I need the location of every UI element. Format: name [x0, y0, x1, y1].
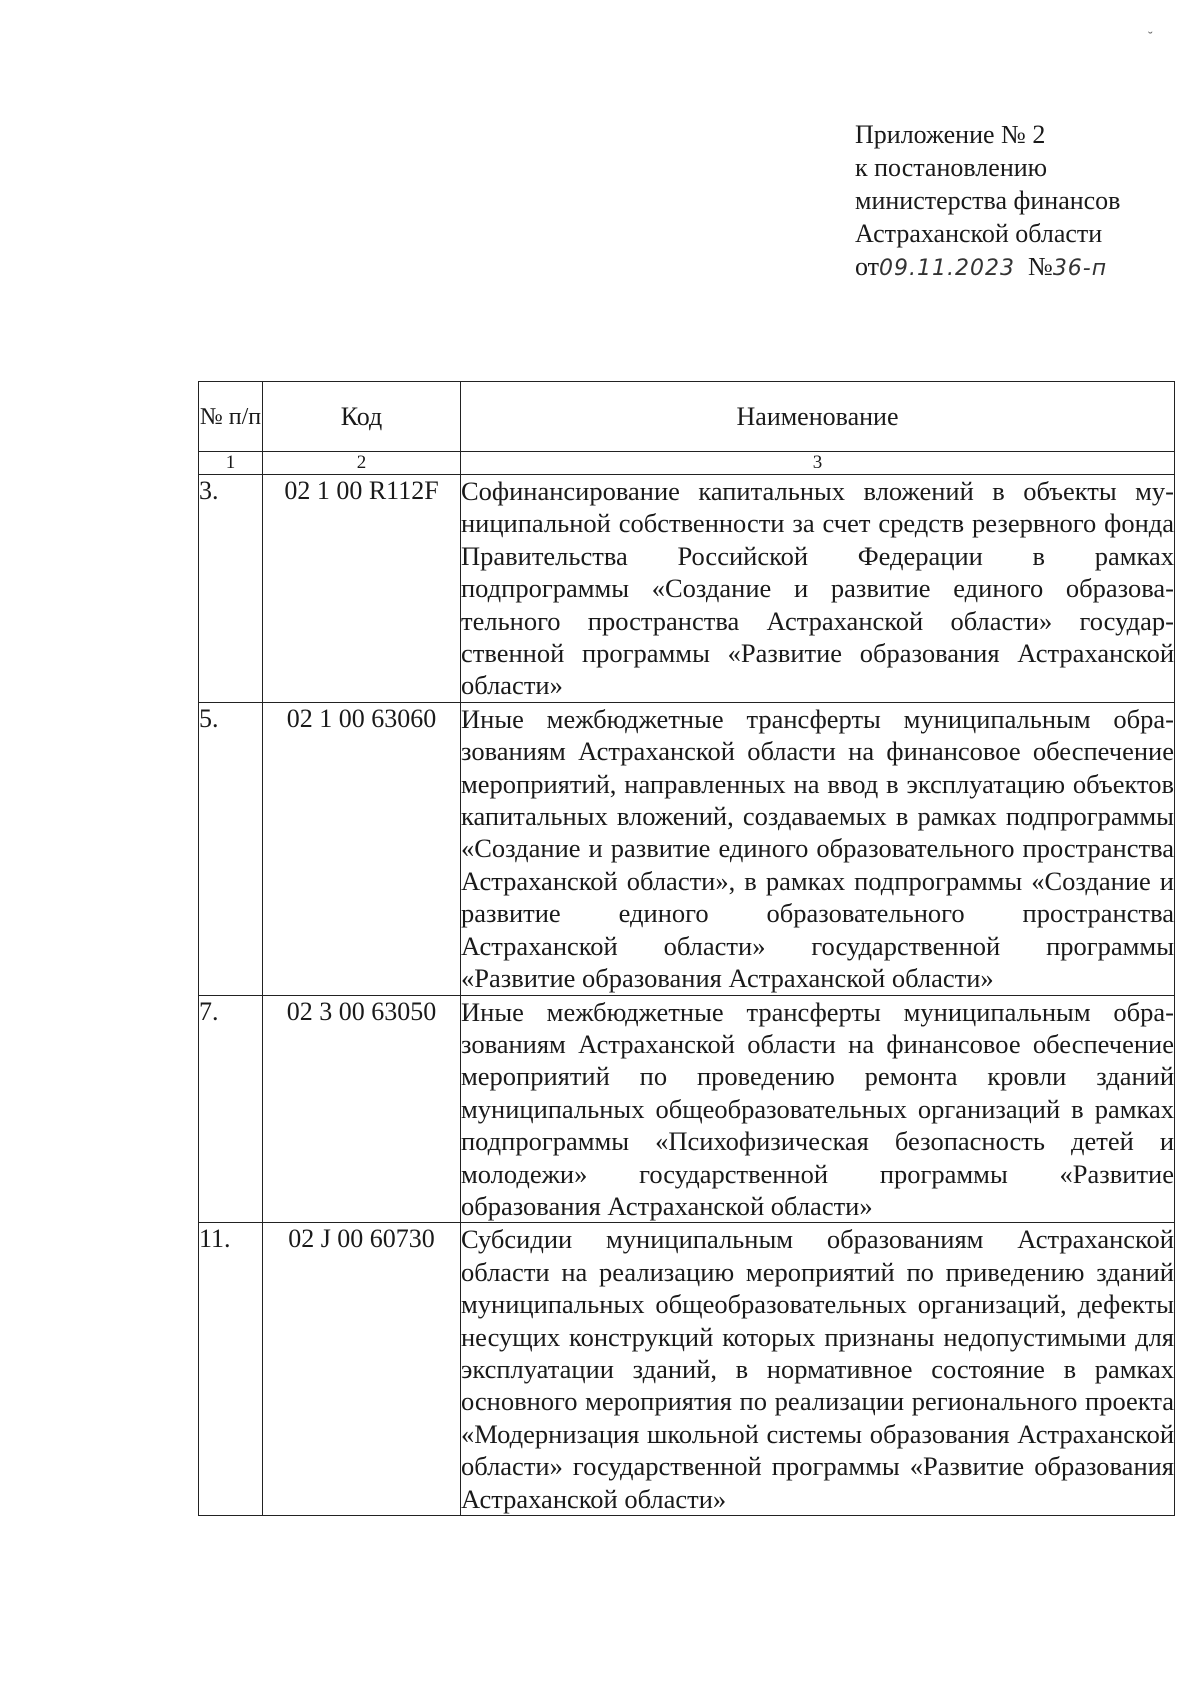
appendix-line-2: к постановлению — [855, 153, 1048, 182]
table-row — [199, 1223, 1175, 1516]
column-number-row — [199, 452, 1175, 475]
appendix-date-line — [855, 250, 1120, 285]
row-code: 02 1 00 63060 — [263, 702, 461, 995]
header-number: № п/п — [199, 382, 263, 452]
handwritten-number: 36-п — [1052, 256, 1108, 281]
column-number-2: 2 — [263, 452, 461, 475]
codes-table — [198, 381, 1175, 1516]
header-code: Код — [263, 382, 461, 452]
table-header-row — [199, 382, 1175, 452]
row-name: Иные межбюджетные трансферты муниципальным образованиям Астраханской области на финансовое обеспечение мероприятий по проведению ремонта кровли зданий муниципальных общеобразовательных организаций в рамках подпрограммы «Психофизическая безопасность детей и молодежи» государственной программы «Развитие образования Астраханской области» — [461, 996, 1174, 1221]
date-prefix: от — [855, 252, 880, 281]
appendix-line-3: министерства финансов — [855, 186, 1121, 215]
row-code: 02 J 00 60730 — [263, 1223, 461, 1516]
table-row — [199, 995, 1175, 1223]
row-name: Иные межбюджетные трансферты муниципальным образованиям Астраханской области на финансовое обеспечение мероприятий, направленных на ввод в эксплуатацию объектов капитальных вложений, создаваемых в рамках подпрограммы «Создание и развитие единого образовательного пространства Астраханской области», в рамках подпрограммы «Создание и развитие единого образовательного пространства Астраханской области» государственной программы «Развитие образования Астраханской области» — [461, 703, 1174, 994]
appendix-line-4: Астраханской области — [855, 219, 1103, 248]
row-code: 02 1 00 R112F — [263, 475, 461, 703]
row-code: 02 3 00 63050 — [263, 995, 461, 1223]
table-row — [199, 475, 1175, 703]
column-number-1: 1 — [199, 452, 263, 475]
row-number: 5. — [199, 702, 263, 995]
row-number: 3. — [199, 475, 263, 703]
scan-mark: ˘ — [1148, 30, 1153, 45]
table-row — [199, 702, 1175, 995]
handwritten-date: 09.11.2023 — [879, 256, 1015, 281]
row-number: 11. — [199, 1223, 263, 1516]
number-prefix: № — [1028, 252, 1053, 281]
column-number-3: 3 — [461, 452, 1175, 475]
row-name: Субсидии муниципальным образованиям Астраханской области на реализацию мероприятий по приведению зданий муниципальных общеобразовательных организаций, дефекты несущих конструкций которых признаны недопустимыми для эксплуатации зданий, в нормативное состояние в рамках основного мероприятия по реализации регионального проекта «Модернизация школьной системы образования Астраханской области» государственной программы «Развитие образования Астраханской области» — [461, 1224, 1174, 1514]
row-number: 7. — [199, 995, 263, 1223]
header-name: Наименование — [461, 382, 1175, 452]
appendix-header — [855, 118, 1120, 285]
row-name: Софинансирование капитальных вложений в объекты муниципальной собственности за счет средств резервного фонда Правительства Российской Федерации в рамках подпрограммы «Создание и развитие единого образовательного пространства Астраханской области» государственной программы «Развитие образования Астраханской области» — [461, 476, 1174, 701]
appendix-title: Приложение № 2 — [855, 120, 1046, 149]
